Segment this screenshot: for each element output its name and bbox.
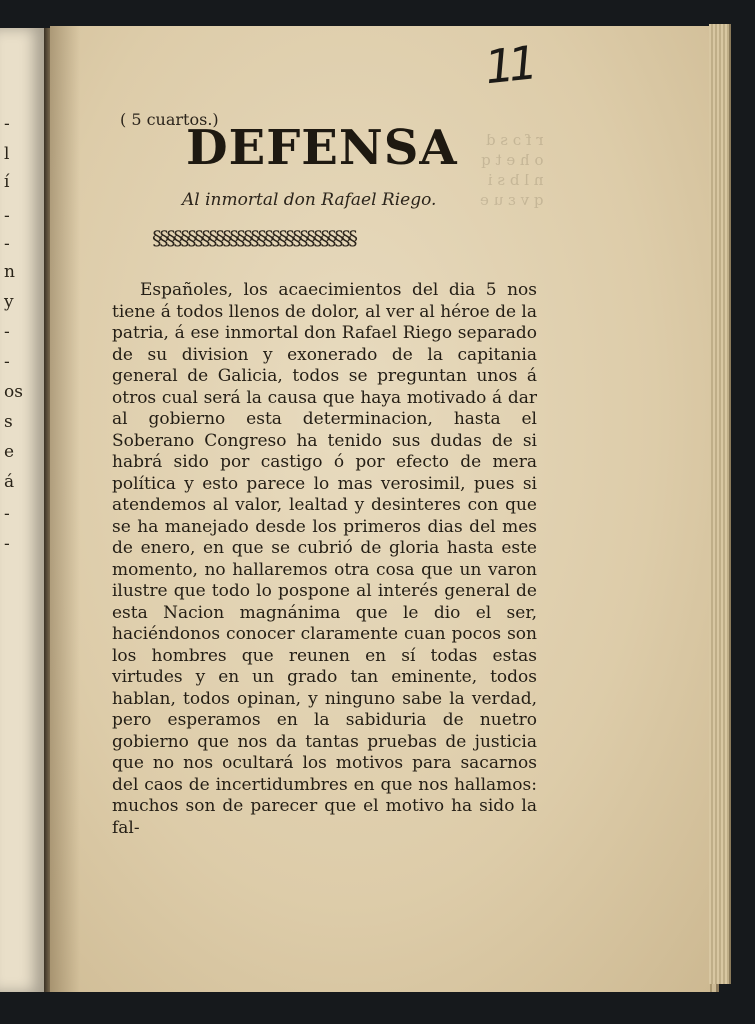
- body-paragraph: Españoles, los acaecimientos del dia 5 nos tiene á todos llenos de dolor, al ver al héroe de la patria, á ese inmortal don Rafael Riego separado de su division y exonerado de la capitania general de Galicia, todos se preguntan unos á otros cual será la causa que haya motivado á dar al gobierno esta determinacion, hasta el Soberano Congreso ha tenido sus dudas de si habrá sido por castigo ó por efecto de mera política y esto parece lo mas verosimil, pues si atendemos al valor, lealtad y desinteres con que se ha manejado desde los primeros dias del mes de enero, en que se cubrió de gloria hasta este momento, no hallaremos otra cosa que un varon ilustre que todo lo pospone al interés general de esta Nacion magnánima que le dio el ser, haciéndonos conocer claramente cuan pocos son los hombres que reunen en sí todas estas virtudes y en un grado tan eminente, todos hablan, todos opinan, y ninguno sabe la verdad, pero esperamos en la sabiduria de nuetro gobierno que nos da tantas pruebas de justicia que no nos ocultará los motivos para sacarnos del caos de incertidumbres en que nos hallamos: muchos son de parecer que el motivo ha sido la fal-: [112, 280, 537, 838]
- page-title: DEFENSA: [186, 120, 458, 176]
- left-page-fragment: á: [4, 472, 15, 492]
- left-page-fragment: l: [4, 144, 10, 164]
- left-page-fragment: -: [4, 234, 10, 254]
- left-page-fragment: í: [4, 172, 10, 192]
- left-page-fragment: -: [4, 206, 10, 226]
- dedication-subtitle: Al inmortal don Rafael Riego.: [182, 190, 437, 210]
- left-page: [0, 28, 46, 992]
- page-edges: [709, 24, 731, 984]
- left-page-fragment: os: [4, 382, 23, 402]
- left-page-fragment: -: [4, 114, 10, 134]
- left-page-fragment: -: [4, 322, 10, 342]
- left-page-fragment: e: [4, 442, 15, 462]
- left-page-fragment: -: [4, 352, 10, 372]
- left-page-fragment: y: [4, 292, 14, 312]
- folio-number: 11: [482, 35, 535, 95]
- bleed-through-text: r f ɔ s d o h e t q n l b s i q v ɛ u e: [480, 131, 544, 209]
- price-note: ( 5 cuartos.): [120, 110, 219, 129]
- left-page-fragment: -: [4, 534, 10, 554]
- ornament-rule: §§§§§§§§§§§§§§§§§§§§§§§§§§§§§: [152, 226, 355, 250]
- left-page-fragment: -: [4, 504, 10, 524]
- left-page-fragment: s: [4, 412, 13, 432]
- left-page-fragment: n: [4, 262, 15, 282]
